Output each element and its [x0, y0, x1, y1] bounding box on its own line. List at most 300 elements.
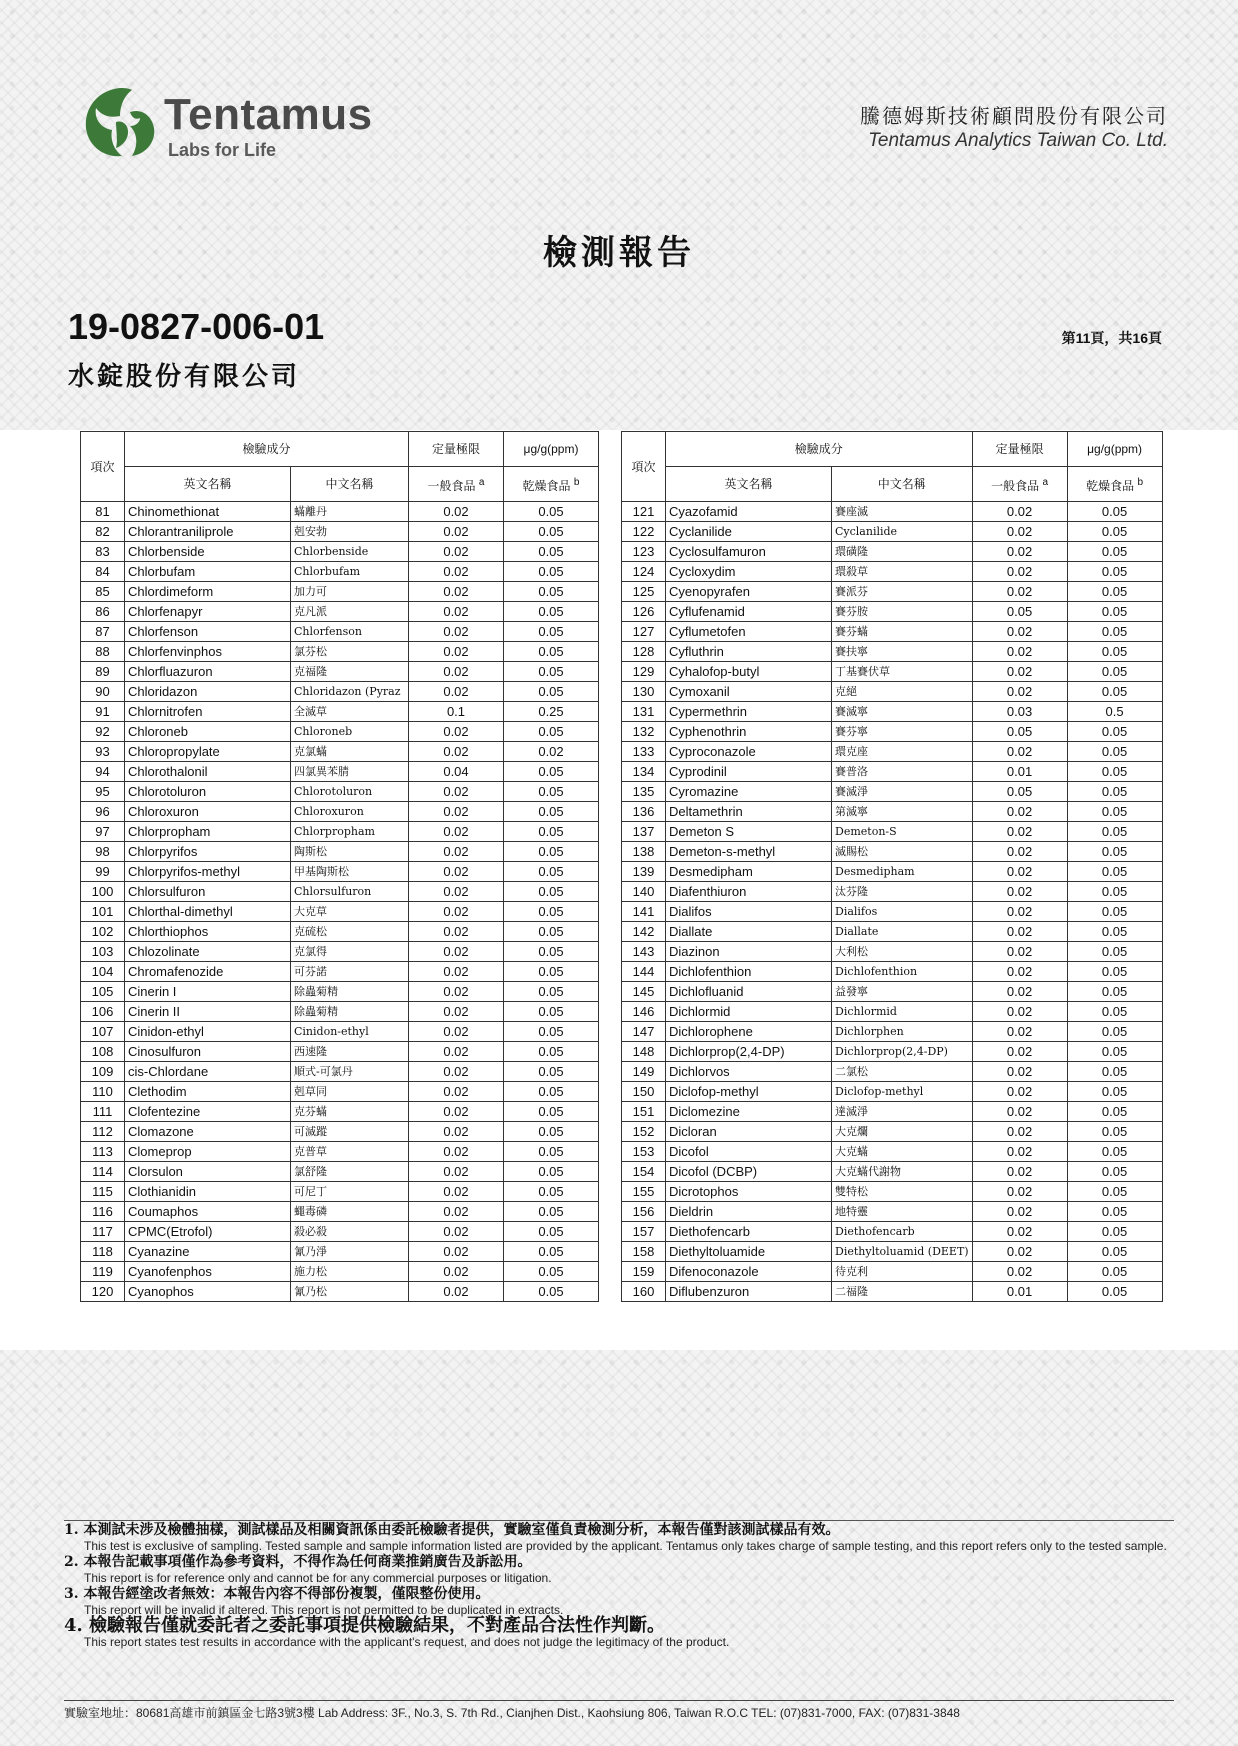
loq-general-food: 0.02 — [409, 1202, 504, 1222]
table-row — [81, 822, 599, 842]
row-number: 160 — [622, 1282, 666, 1302]
analyte-en-name: Cyclosulfamuron — [666, 542, 832, 562]
brand-tagline: Labs for Life — [168, 140, 277, 160]
row-number: 95 — [81, 782, 125, 802]
table-row — [622, 882, 1163, 902]
analyte-zh-name: 氰乃淨 — [291, 1242, 409, 1262]
table-row — [81, 802, 599, 822]
row-number: 88 — [81, 642, 125, 662]
row-number: 82 — [81, 522, 125, 542]
table-row — [622, 542, 1163, 562]
analyte-zh-name: 第滅寧 — [832, 802, 973, 822]
loq-dried-food: 0.05 — [1067, 1122, 1162, 1142]
tentamus-logo — [80, 82, 380, 162]
analyte-zh-name: 大克草 — [291, 902, 409, 922]
loq-dried-food: 0.05 — [504, 1142, 599, 1162]
loq-dried-food: 0.05 — [1067, 542, 1162, 562]
row-number: 155 — [622, 1182, 666, 1202]
table-row — [81, 702, 599, 722]
loq-dried-food: 0.05 — [1067, 1182, 1162, 1202]
analyte-en-name: Chlorfenvinphos — [125, 642, 291, 662]
table-row — [81, 862, 599, 882]
analyte-en-name: Clethodim — [125, 1082, 291, 1102]
row-number: 123 — [622, 542, 666, 562]
analyte-en-name: Diethofencarb — [666, 1222, 832, 1242]
analyte-en-name: Cyproconazole — [666, 742, 832, 762]
analyte-en-name: Cyflumetofen — [666, 622, 832, 642]
loq-general-food: 0.02 — [972, 882, 1067, 902]
analyte-zh-name: 加力可 — [291, 582, 409, 602]
loq-general-food: 0.01 — [972, 762, 1067, 782]
analyte-zh-name: 達滅淨 — [832, 1102, 973, 1122]
table-row — [81, 722, 599, 742]
table-row — [81, 1082, 599, 1102]
analyte-zh-name: 丁基賽伏草 — [832, 662, 973, 682]
loq-dried-food: 0.05 — [504, 922, 599, 942]
row-number: 121 — [622, 502, 666, 522]
loq-general-food: 0.02 — [972, 662, 1067, 682]
analyte-zh-name: 賽派芬 — [832, 582, 973, 602]
row-number: 108 — [81, 1042, 125, 1062]
loq-dried-food: 0.05 — [1067, 842, 1162, 862]
loq-general-food: 0.02 — [409, 1282, 504, 1302]
row-number: 124 — [622, 562, 666, 582]
page-number: 第11頁，共16頁 — [1061, 330, 1162, 346]
loq-general-food: 0.02 — [972, 542, 1067, 562]
loq-dried-food: 0.05 — [504, 562, 599, 582]
analyte-zh-name: Diethyltoluamid (DEET) — [832, 1242, 973, 1262]
analyte-en-name: Dichlofenthion — [666, 962, 832, 982]
row-number: 151 — [622, 1102, 666, 1122]
row-number: 135 — [622, 782, 666, 802]
table-row — [622, 762, 1163, 782]
row-number: 87 — [81, 622, 125, 642]
analyte-en-name: Chlorbenside — [125, 542, 291, 562]
analyte-en-name: Clomazone — [125, 1122, 291, 1142]
header-loq: 定量極限 — [409, 432, 504, 467]
loq-dried-food: 0.05 — [504, 722, 599, 742]
row-number: 83 — [81, 542, 125, 562]
loq-dried-food: 0.05 — [1067, 622, 1162, 642]
loq-dried-food: 0.05 — [504, 522, 599, 542]
note-1-zh: 1. 本測試未涉及檢體抽樣，測試樣品及相關資訊係由委託檢驗者提供，實驗室僅負責檢測分析，本報告僅對該測試樣品有效。 — [64, 1522, 840, 1538]
loq-dried-food: 0.05 — [504, 642, 599, 662]
note-4-en: This report states test results in accordance with the applicant's request, and does not judge the legitimacy of the product. — [84, 1635, 730, 1649]
row-number: 93 — [81, 742, 125, 762]
analyte-zh-name: Cyclanilide — [832, 522, 973, 542]
analyte-zh-name: 除蟲菊精 — [291, 1002, 409, 1022]
analyte-en-name: Cinerin II — [125, 1002, 291, 1022]
analyte-zh-name: 賽普洛 — [832, 762, 973, 782]
loq-dried-food: 0.05 — [504, 902, 599, 922]
loq-general-food: 0.02 — [972, 562, 1067, 582]
loq-dried-food: 0.05 — [504, 942, 599, 962]
analyte-en-name: Coumaphos — [125, 1202, 291, 1222]
table-row — [622, 902, 1163, 922]
analyte-zh-name: Dichlorphen — [832, 1022, 973, 1042]
loq-general-food: 0.02 — [972, 1182, 1067, 1202]
table-row — [81, 1262, 599, 1282]
loq-general-food: 0.02 — [409, 1102, 504, 1122]
analyte-zh-name: 甲基陶斯松 — [291, 862, 409, 882]
table-row — [622, 1242, 1163, 1262]
loq-general-food: 0.05 — [972, 602, 1067, 622]
loq-dried-food: 0.05 — [1067, 802, 1162, 822]
analyte-en-name: Diallate — [666, 922, 832, 942]
analyte-zh-name: Chlorotoluron — [291, 782, 409, 802]
header-unit: μg/g(ppm) — [504, 432, 599, 467]
loq-general-food: 0.02 — [409, 542, 504, 562]
analyte-en-name: Clomeprop — [125, 1142, 291, 1162]
loq-general-food: 0.02 — [409, 742, 504, 762]
loq-general-food: 0.02 — [409, 782, 504, 802]
table-row — [81, 922, 599, 942]
analyte-en-name: Chloridazon — [125, 682, 291, 702]
loq-dried-food: 0.05 — [1067, 1002, 1162, 1022]
table-row — [81, 1002, 599, 1022]
analyte-zh-name: 賽芬蟎 — [832, 622, 973, 642]
analyte-zh-name: 順式-可氯丹 — [291, 1062, 409, 1082]
analyte-en-name: Chlorpyrifos-methyl — [125, 862, 291, 882]
analyte-en-name: Chlorpyrifos — [125, 842, 291, 862]
analyte-zh-name: 賽扶寧 — [832, 642, 973, 662]
table-row — [81, 1102, 599, 1122]
loq-dried-food: 0.05 — [504, 622, 599, 642]
row-number: 152 — [622, 1122, 666, 1142]
loq-general-food: 0.02 — [972, 982, 1067, 1002]
analyte-en-name: Chinomethionat — [125, 502, 291, 522]
row-number: 114 — [81, 1162, 125, 1182]
loq-dried-food: 0.05 — [1067, 582, 1162, 602]
loq-general-food: 0.02 — [409, 1182, 504, 1202]
analyte-zh-name: 克凡派 — [291, 602, 409, 622]
analyte-en-name: Cyphenothrin — [666, 722, 832, 742]
analyte-en-name: Chlorotoluron — [125, 782, 291, 802]
loq-general-food: 0.02 — [972, 922, 1067, 942]
row-number: 90 — [81, 682, 125, 702]
row-number: 137 — [622, 822, 666, 842]
logo-leaf-icon — [80, 82, 160, 162]
analyte-en-name: Chlorsulfuron — [125, 882, 291, 902]
table-row — [81, 582, 599, 602]
row-number: 144 — [622, 962, 666, 982]
loq-dried-food: 0.05 — [1067, 562, 1162, 582]
analyte-zh-name: Cinidon-ethyl — [291, 1022, 409, 1042]
row-number: 101 — [81, 902, 125, 922]
analyte-zh-name: Desmedipham — [832, 862, 973, 882]
analyte-zh-name: 環磺隆 — [832, 542, 973, 562]
loq-dried-food: 0.05 — [504, 502, 599, 522]
loq-general-food: 0.02 — [409, 1142, 504, 1162]
loq-dried-food: 0.05 — [504, 1102, 599, 1122]
row-number: 128 — [622, 642, 666, 662]
header-general-food: 一般食品 $^a$ — [409, 467, 504, 502]
analyte-en-name: Diclomezine — [666, 1102, 832, 1122]
analyte-en-name: Cyanophos — [125, 1282, 291, 1302]
loq-dried-food: 0.05 — [504, 1062, 599, 1082]
analyte-zh-name: 大克爛 — [832, 1122, 973, 1142]
analyte-en-name: Dicofol (DCBP) — [666, 1162, 832, 1182]
loq-dried-food: 0.05 — [504, 1022, 599, 1042]
table-row — [81, 522, 599, 542]
loq-dried-food: 0.05 — [504, 542, 599, 562]
analyte-en-name: Cyhalofop-butyl — [666, 662, 832, 682]
analyte-en-name: Chloropropylate — [125, 742, 291, 762]
header-zh-name: 中文名稱 — [832, 467, 973, 502]
loq-general-food: 0.02 — [409, 802, 504, 822]
analyte-en-name: Dichlorvos — [666, 1062, 832, 1082]
table-row — [81, 682, 599, 702]
analyte-en-name: Demeton-s-methyl — [666, 842, 832, 862]
loq-dried-food: 0.05 — [1067, 1062, 1162, 1082]
row-number: 127 — [622, 622, 666, 642]
table-row — [81, 542, 599, 562]
analyte-en-name: Diazinon — [666, 942, 832, 962]
loq-general-food: 0.02 — [972, 1082, 1067, 1102]
row-number: 97 — [81, 822, 125, 842]
table-row — [81, 842, 599, 862]
analyte-en-name: Diethyltoluamide — [666, 1242, 832, 1262]
table-row — [622, 962, 1163, 982]
analyte-zh-name: 四氯異苯腈 — [291, 762, 409, 782]
table-row — [622, 562, 1163, 582]
row-number: 94 — [81, 762, 125, 782]
loq-dried-food: 0.05 — [1067, 902, 1162, 922]
loq-dried-food: 0.05 — [1067, 662, 1162, 682]
analyte-en-name: Dicloran — [666, 1122, 832, 1142]
loq-dried-food: 0.05 — [504, 1262, 599, 1282]
loq-dried-food: 0.05 — [1067, 642, 1162, 662]
row-number: 143 — [622, 942, 666, 962]
document-title: 檢測報告 — [543, 233, 695, 273]
loq-general-food: 0.02 — [972, 622, 1067, 642]
loq-general-food: 0.05 — [972, 782, 1067, 802]
table-row — [81, 622, 599, 642]
analyte-zh-name: Chlorpropham — [291, 822, 409, 842]
loq-general-food: 0.02 — [409, 862, 504, 882]
analyte-zh-name: 克氯蟎 — [291, 742, 409, 762]
row-number: 117 — [81, 1222, 125, 1242]
analyte-en-name: Dicofol — [666, 1142, 832, 1162]
analyte-zh-name: 氯芬松 — [291, 642, 409, 662]
note-2-zh: 2. 本報告記載事項僅作為參考資料，不得作為任何商業推銷廣告及訴訟用。 — [64, 1554, 532, 1570]
analyte-zh-name: 氯舒隆 — [291, 1162, 409, 1182]
analyte-en-name: Cypermethrin — [666, 702, 832, 722]
table-row — [81, 782, 599, 802]
table-row — [81, 1242, 599, 1262]
analyte-en-name: Diclofop-methyl — [666, 1082, 832, 1102]
loq-general-food: 0.02 — [972, 1022, 1067, 1042]
table-row — [81, 662, 599, 682]
analyte-zh-name: 剋草同 — [291, 1082, 409, 1102]
table-row — [622, 1162, 1163, 1182]
analyte-zh-name: 環克座 — [832, 742, 973, 762]
loq-general-food: 0.02 — [409, 922, 504, 942]
loq-general-food: 0.02 — [409, 662, 504, 682]
row-number: 149 — [622, 1062, 666, 1082]
row-number: 140 — [622, 882, 666, 902]
analyte-zh-name: Chloroneb — [291, 722, 409, 742]
loq-dried-food: 0.05 — [1067, 962, 1162, 982]
analyte-en-name: Chloroxuron — [125, 802, 291, 822]
analyte-zh-name: Diallate — [832, 922, 973, 942]
table-row — [622, 622, 1163, 642]
row-number: 147 — [622, 1022, 666, 1042]
table-row — [81, 1182, 599, 1202]
row-number: 113 — [81, 1142, 125, 1162]
row-number: 109 — [81, 1062, 125, 1082]
analyte-en-name: Clorsulon — [125, 1162, 291, 1182]
loq-general-food: 0.02 — [972, 582, 1067, 602]
table-row — [622, 642, 1163, 662]
note-3 — [64, 1586, 1184, 1618]
loq-dried-food: 0.05 — [504, 1182, 599, 1202]
loq-general-food: 0.1 — [409, 702, 504, 722]
analyte-zh-name: 賽芬寧 — [832, 722, 973, 742]
loq-dried-food: 0.5 — [1067, 702, 1162, 722]
loq-general-food: 0.01 — [972, 1282, 1067, 1302]
row-number: 131 — [622, 702, 666, 722]
row-number: 111 — [81, 1102, 125, 1122]
table-row — [622, 862, 1163, 882]
analyte-en-name: Cyanazine — [125, 1242, 291, 1262]
table-row — [622, 782, 1163, 802]
loq-general-food: 0.02 — [409, 522, 504, 542]
analyte-en-name: Cyenopyrafen — [666, 582, 832, 602]
note-1-en: This test is exclusive of sampling. Tested sample and sample information listed are provided by the applicant. Tentamus only takes charge of sample testing, and this report refers only to the tested sample. — [84, 1539, 1167, 1553]
loq-dried-food: 0.05 — [504, 882, 599, 902]
header-item: 項次 — [622, 432, 666, 502]
row-number: 81 — [81, 502, 125, 522]
loq-dried-food: 0.05 — [1067, 682, 1162, 702]
analyte-zh-name: 可尼丁 — [291, 1182, 409, 1202]
row-number: 157 — [622, 1222, 666, 1242]
loq-general-food: 0.02 — [409, 682, 504, 702]
analyte-en-name: Difenoconazole — [666, 1262, 832, 1282]
analyte-en-name: Chlornitrofen — [125, 702, 291, 722]
loq-general-food: 0.02 — [409, 1222, 504, 1242]
table-row — [81, 1022, 599, 1042]
note-4 — [64, 1615, 1184, 1650]
loq-general-food: 0.02 — [972, 942, 1067, 962]
loq-dried-food: 0.05 — [504, 1282, 599, 1302]
table-row — [622, 802, 1163, 822]
loq-general-food: 0.02 — [972, 862, 1067, 882]
analyte-en-name: Chlorfluazuron — [125, 662, 291, 682]
row-number: 125 — [622, 582, 666, 602]
row-number: 86 — [81, 602, 125, 622]
loq-dried-food: 0.05 — [504, 602, 599, 622]
loq-dried-food: 0.05 — [504, 1222, 599, 1242]
analyte-en-name: Chlordimeform — [125, 582, 291, 602]
loq-general-food: 0.02 — [409, 962, 504, 982]
loq-dried-food: 0.05 — [1067, 742, 1162, 762]
analyte-en-name: Cycloxydim — [666, 562, 832, 582]
analyte-zh-name: Chlorfenson — [291, 622, 409, 642]
loq-general-food: 0.02 — [972, 842, 1067, 862]
analyte-zh-name: 二福隆 — [832, 1282, 973, 1302]
loq-dried-food: 0.05 — [504, 682, 599, 702]
loq-general-food: 0.02 — [972, 1142, 1067, 1162]
table-row — [81, 882, 599, 902]
loq-general-food: 0.02 — [972, 822, 1067, 842]
loq-dried-food: 0.05 — [504, 762, 599, 782]
row-number: 138 — [622, 842, 666, 862]
loq-general-food: 0.02 — [409, 622, 504, 642]
row-number: 141 — [622, 902, 666, 922]
row-number: 105 — [81, 982, 125, 1002]
loq-general-food: 0.02 — [409, 902, 504, 922]
loq-dried-food: 0.05 — [504, 1082, 599, 1102]
row-number: 102 — [81, 922, 125, 942]
analyte-en-name: Desmedipham — [666, 862, 832, 882]
table-row — [622, 682, 1163, 702]
table-row — [622, 1202, 1163, 1222]
analyte-en-name: Diflubenzuron — [666, 1282, 832, 1302]
loq-general-food: 0.02 — [972, 1122, 1067, 1142]
loq-general-food: 0.05 — [972, 722, 1067, 742]
analyte-en-name: Chlorfenapyr — [125, 602, 291, 622]
row-number: 107 — [81, 1022, 125, 1042]
analyte-en-name: Chlozolinate — [125, 942, 291, 962]
analyte-en-name: Dichlorprop(2,4-DP) — [666, 1042, 832, 1062]
loq-dried-food: 0.05 — [1067, 722, 1162, 742]
loq-dried-food: 0.05 — [504, 1242, 599, 1262]
analyte-zh-name: Chlorsulfuron — [291, 882, 409, 902]
note-3-en: This report will be invalid if altered. This report is not permitted to be duplicated in extracts. — [84, 1603, 564, 1617]
note-4-zh: 4. 檢驗報告僅就委託者之委託事項提供檢驗結果，不對產品合法性作判斷。 — [64, 1615, 666, 1636]
table-row — [622, 1222, 1163, 1242]
table-row — [81, 962, 599, 982]
header-en-name: 英文名稱 — [666, 467, 832, 502]
loq-general-food: 0.02 — [409, 1002, 504, 1022]
loq-general-food: 0.02 — [972, 1002, 1067, 1022]
loq-general-food: 0.02 — [972, 742, 1067, 762]
table-row — [81, 902, 599, 922]
analyte-zh-name: Chlorbenside — [291, 542, 409, 562]
analyte-en-name: Chlorpropham — [125, 822, 291, 842]
row-number: 148 — [622, 1042, 666, 1062]
row-number: 129 — [622, 662, 666, 682]
loq-general-food: 0.02 — [972, 502, 1067, 522]
analyte-zh-name: 蟎離丹 — [291, 502, 409, 522]
loq-dried-food: 0.05 — [1067, 1242, 1162, 1262]
loq-general-food: 0.02 — [409, 1042, 504, 1062]
table-row — [81, 502, 599, 522]
row-number: 122 — [622, 522, 666, 542]
loq-dried-food: 0.05 — [504, 1202, 599, 1222]
analyte-en-name: Deltamethrin — [666, 802, 832, 822]
analyte-zh-name: 地特靈 — [832, 1202, 973, 1222]
analyte-zh-name: 克芬蟎 — [291, 1102, 409, 1122]
analyte-zh-name: 二氯松 — [832, 1062, 973, 1082]
row-number: 159 — [622, 1262, 666, 1282]
row-number: 134 — [622, 762, 666, 782]
client-name: 水錠股份有限公司 — [68, 362, 301, 392]
analyte-en-name: Dieldrin — [666, 1202, 832, 1222]
table-row — [622, 982, 1163, 1002]
row-number: 133 — [622, 742, 666, 762]
table-row — [81, 1142, 599, 1162]
row-number: 145 — [622, 982, 666, 1002]
analyte-zh-name: 蠅毒磷 — [291, 1202, 409, 1222]
loq-general-food: 0.02 — [409, 582, 504, 602]
loq-dried-food: 0.05 — [504, 822, 599, 842]
loq-dried-food: 0.05 — [1067, 762, 1162, 782]
analyte-en-name: Chlorthal-dimethyl — [125, 902, 291, 922]
loq-dried-food: 0.05 — [1067, 882, 1162, 902]
analyte-zh-name: 施力松 — [291, 1262, 409, 1282]
